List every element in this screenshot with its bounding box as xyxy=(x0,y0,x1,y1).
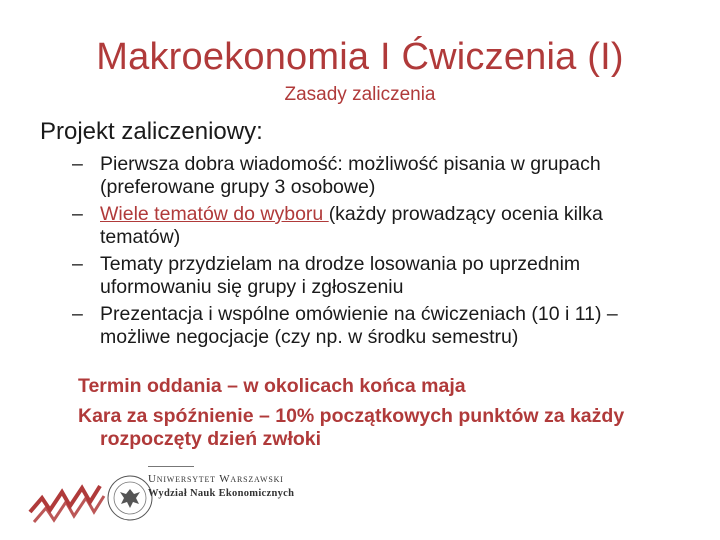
bullet-text: Prezentacja i wspólne omówienie na ćwiczeniach (10 i 11) – możliwe negocjacje (czy np. w środku semestru) xyxy=(100,303,618,348)
bullet-item xyxy=(72,303,684,348)
bullet-text: Pierwsza dobra wiadomość: możliwość pisania w grupach (preferowane grupy 3 osobowe) xyxy=(100,153,601,198)
deadline-text: Termin oddania – w okolicach końca maja xyxy=(78,375,466,397)
slide-title: Makroekonomia I Ćwiczenia (I) xyxy=(96,36,624,78)
faculty-name: Wydział Nauk Ekonomicznych xyxy=(148,488,295,499)
topics-link[interactable]: Wiele tematów do wyboru xyxy=(100,203,329,225)
bullet-item xyxy=(72,253,684,298)
bullet-dash: – xyxy=(72,203,83,225)
university-name: Uniwersytet Warszawski xyxy=(148,473,284,485)
section-heading: Projekt zaliczeniowy: xyxy=(40,118,263,145)
bullet-dash: – xyxy=(72,253,83,275)
penalty-text: Kara za spóźnienie – 10% początkowych punktów za każdy rozpoczęty dzień zwłoki xyxy=(78,405,625,450)
bullet-item xyxy=(72,203,684,248)
bullet-text: Tematy przydzielam na drodze losowania po uprzednim uformowaniu się grupy i zgłoszeniu xyxy=(100,253,581,298)
bullet-dash: – xyxy=(72,303,83,325)
footer-rule xyxy=(148,466,194,467)
university-seal-icon xyxy=(108,476,152,520)
footer-institution xyxy=(148,473,294,499)
bullet-text: (każdy prowadzący ocenia kilka tematów) xyxy=(100,203,603,248)
bullet-dash: – xyxy=(72,153,83,175)
bullet-item xyxy=(72,153,684,198)
wne-zigzag-logo-icon xyxy=(30,486,104,522)
bullet-list xyxy=(72,153,684,353)
slide-subtitle: Zasady zaliczenia xyxy=(284,84,436,105)
